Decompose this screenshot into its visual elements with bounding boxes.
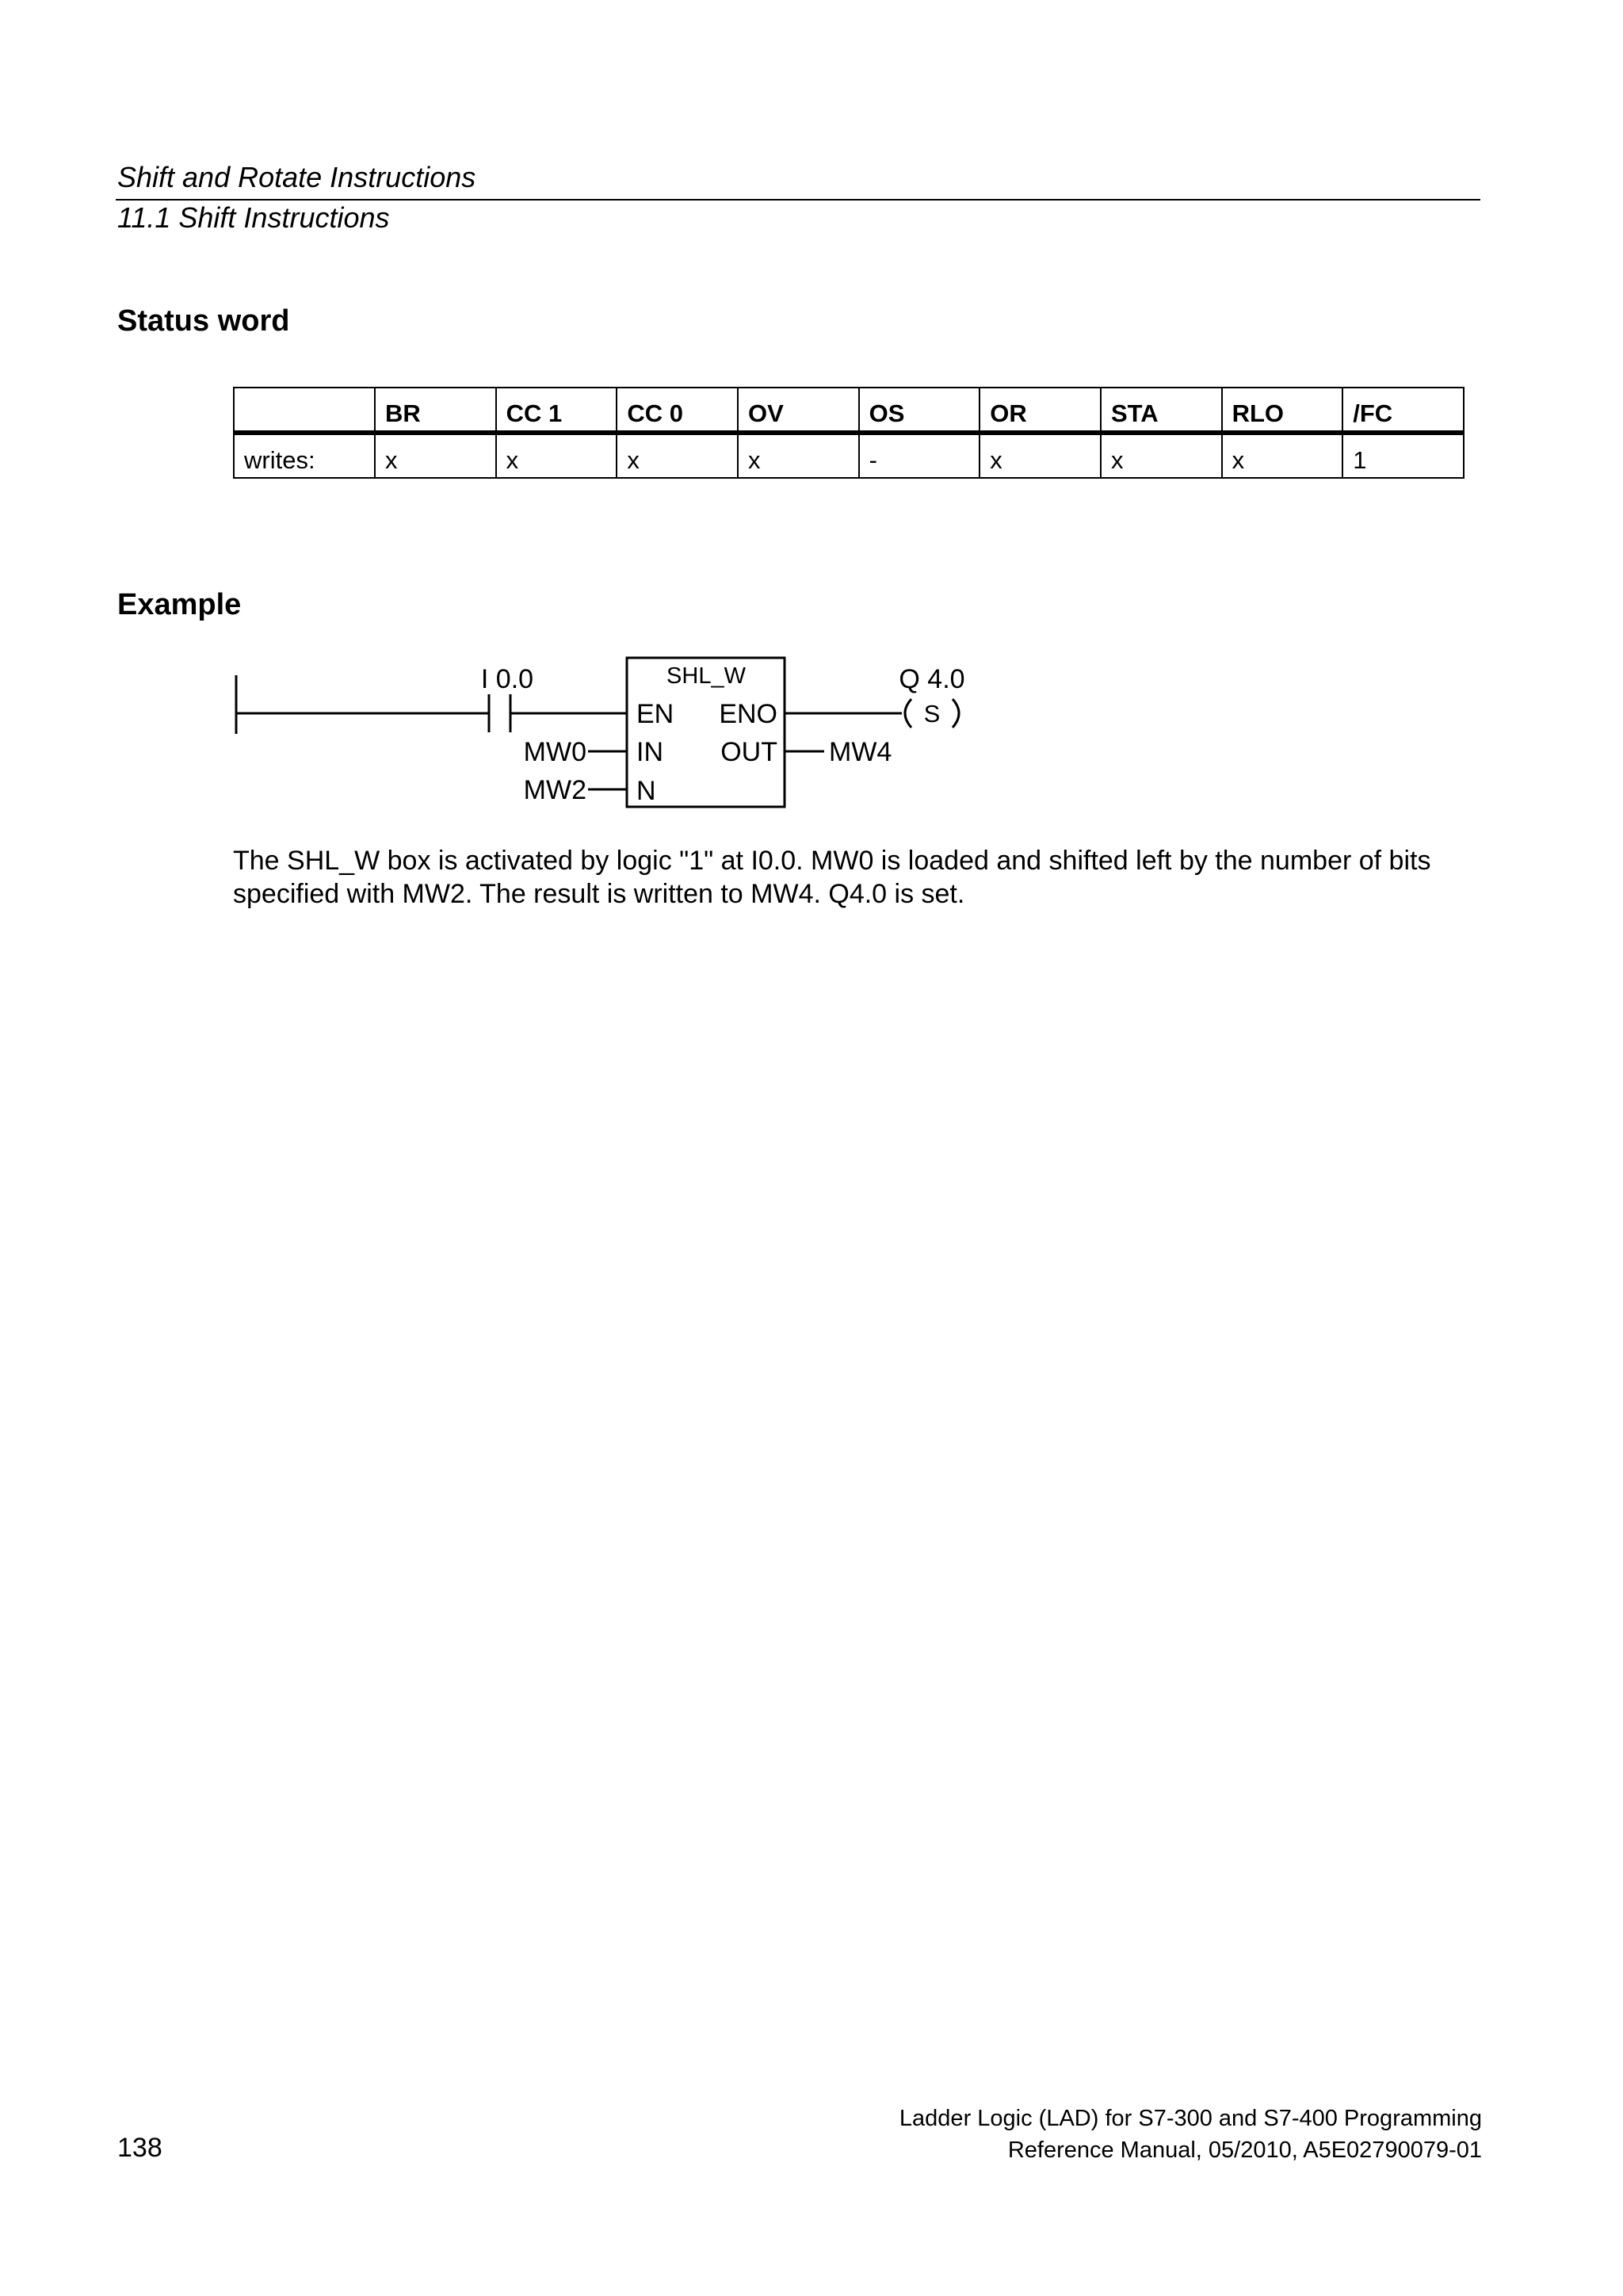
out-pin-label: OUT (720, 737, 777, 767)
table-header-cell: CC 1 (496, 388, 617, 433)
table-header-cell: CC 0 (617, 388, 738, 433)
example-heading: Example (117, 588, 242, 621)
table-cell: x (375, 433, 496, 478)
ladder-diagram (0, 0, 1623, 872)
example-description: The SHL_W box is activated by logic "1" at I0.0. MW0 is loaded and shifted left by the number of bits specified with MW2. The result is written to MW4. Q4.0 is set. (233, 846, 1431, 909)
table-header-cell: STA (1101, 388, 1222, 433)
table-header-cell: OS (859, 388, 980, 433)
en-pin-label: EN (636, 699, 674, 729)
eno-pin-label: ENO (719, 699, 777, 729)
footer-reference: Reference Manual, 05/2010, A5E02790079-01 (1007, 2137, 1482, 2163)
coil-right-arc (953, 699, 959, 728)
table-header-cell: OV (738, 388, 859, 433)
status-word-heading: Status word (117, 304, 290, 338)
table-cell: - (859, 433, 980, 478)
footer-title: Ladder Logic (LAD) for S7-300 and S7-400 Programming (899, 2106, 1482, 2131)
table-header-cell: BR (375, 388, 496, 433)
in-operand: MW0 (523, 737, 586, 767)
chapter-header: Shift and Rotate Instructions (117, 161, 476, 193)
table-header-cell: RLO (1222, 388, 1343, 433)
table-cell: x (617, 433, 738, 478)
coil-label: Q 4.0 (899, 664, 965, 694)
contact-label: I 0.0 (480, 664, 534, 694)
coil-left-arc (905, 699, 911, 728)
section-header: 11.1 Shift Instructions (117, 201, 390, 234)
n-pin-label: N (636, 776, 656, 806)
in-pin-label: IN (636, 737, 663, 767)
coil-type: S (923, 700, 941, 728)
table-cell: x (1222, 433, 1343, 478)
table-cell: x (738, 433, 859, 478)
table-header-cell: OR (980, 388, 1101, 433)
table-header-cell: /FC (1342, 388, 1464, 433)
table-cell: x (496, 433, 617, 478)
table-cell: 1 (1342, 433, 1464, 478)
table-cell: x (1101, 433, 1222, 478)
n-operand: MW2 (523, 775, 586, 805)
box-title: SHL_W (666, 663, 746, 689)
table-cell: writes: (234, 433, 375, 478)
out-operand: MW4 (829, 737, 892, 767)
table-cell: x (980, 433, 1101, 478)
page-number: 138 (117, 2133, 162, 2163)
